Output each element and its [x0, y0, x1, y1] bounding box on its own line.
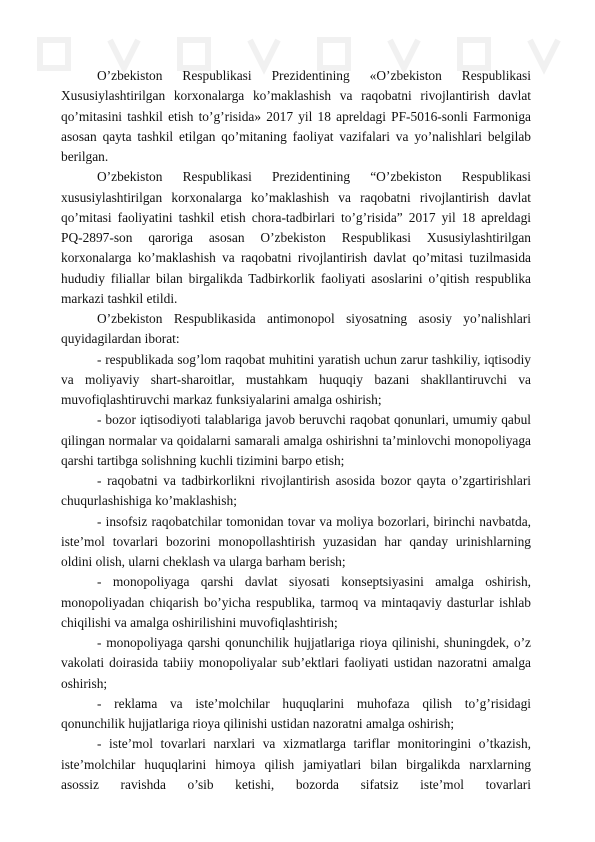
list-item-2: - bozor iqtisodiyoti talablariga javob beruvchi raqobat qonunlari, umumiy qabul qilingan normalar va qoidalarni samarali amalga oshirishni ta’minlovchi monopoliyaga qarshi tartibga solishning kuchli tizimini barpo etish; — [61, 412, 531, 468]
list-item-5: - monopoliyaga qarshi davlat siyosati konseptsiyasini amalga oshirish, monopoliyadan chiqarish bo’yicha respublika, tarmoq va mintaqaviy dasturlar ishlab chiqilishi va amalga oshirilishini muvofiqlashtirish; — [61, 574, 531, 630]
list-item-3: - raqobatni va tadbirkorlikni rivojlantirish asosida bozor qayta o’zgartirishlari chuqurlashishiga ko’maklashish; — [61, 473, 531, 509]
list-item-6: - monopoliyaga qarshi qonunchilik hujjatlariga rioya qilinishi, shuningdek, o’z vakolati doirasida tabiiy monopoliyalar sub’ektlari faoliyati ustidan nazoratni amalga oshirish; — [61, 635, 531, 691]
paragraph-3: O’zbekiston Respublikasida antimonopol siyosatning asosiy yo’nalishlari quyidagilardan iborat: — [61, 311, 531, 347]
document-body — [61, 66, 531, 795]
paragraph-1: O’zbekiston Respublikasi Prezidentining «O’zbekiston Respublikasi Xususiylashtirilgan korxonalarga ko’maklashish va raqobatni rivojlantirish davlat qo’mitasini tashkil etish to’g’risida» 2017 yil 18 apreldagi PF-5016-sonli Farmoniga asosan qayta tashkil etilgan qo’mitaning faoliyat vazifalari va yo’nalishlari belgilab berilgan. — [61, 68, 531, 164]
list-item-1: - respublikada sog’lom raqobat muhitini yaratish uchun zarur tashkiliy, iqtisodiy va moliyaviy shart-sharoitlar, mustahkam huquqiy bazani shakllantiruvchi va muvofiqlashtiruvchi markaz funksiyalarini amalga oshirish; — [61, 351, 531, 407]
paragraph-2: O’zbekiston Respublikasi Prezidentining “O’zbekiston Respublikasi xususiylashtirilgan korxonalarga ko’maklashish va raqobatni rivojlantirish davlat qo’mitasi faoliyatini tashkil etish chora-tadbirlari to’g’risida” 2017 yil 18 apreldagi PQ-2897-son qaroriga asosan O’zbekiston Respublikasi Xususiylashtirilgan korxonalarga ko’maklashish va raqobatni rivojlantirish davlat qo’mitasi tuzilmasida hududiy filiallar bilan birgalikda Tadbirkorlik faoliyati asoslarini o’qitish respublika markazi tashkil etildi. — [61, 169, 531, 306]
list-item-8: - iste’mol tovarlari narxlari va xizmatlarga tariflar monitoringini o’tkazish, iste’molchilar huquqlarini himoya qilish jamiyatlari bilan birgalikda narxlarning asossiz ravishda o’sib ketishi, bozorda sifatsiz iste’mol tovarlari — [61, 736, 531, 792]
list-item-4: - insofsiz raqobatchilar tomonidan tovar va moliya bozorlari, birinchi navbatda, iste’mol tovarlari bozorini monopollashtirish yuzasidan har qanday urinishlarning oldini olish, ularni cheklash va ularga barham berish; — [61, 513, 531, 569]
list-item-7: - reklama va iste’molchilar huquqlarini muhofaza qilish to’g’risidagi qonunchilik hujjatlariga rioya qilinishi ustidan nazoratni amalga oshirish; — [61, 695, 531, 731]
